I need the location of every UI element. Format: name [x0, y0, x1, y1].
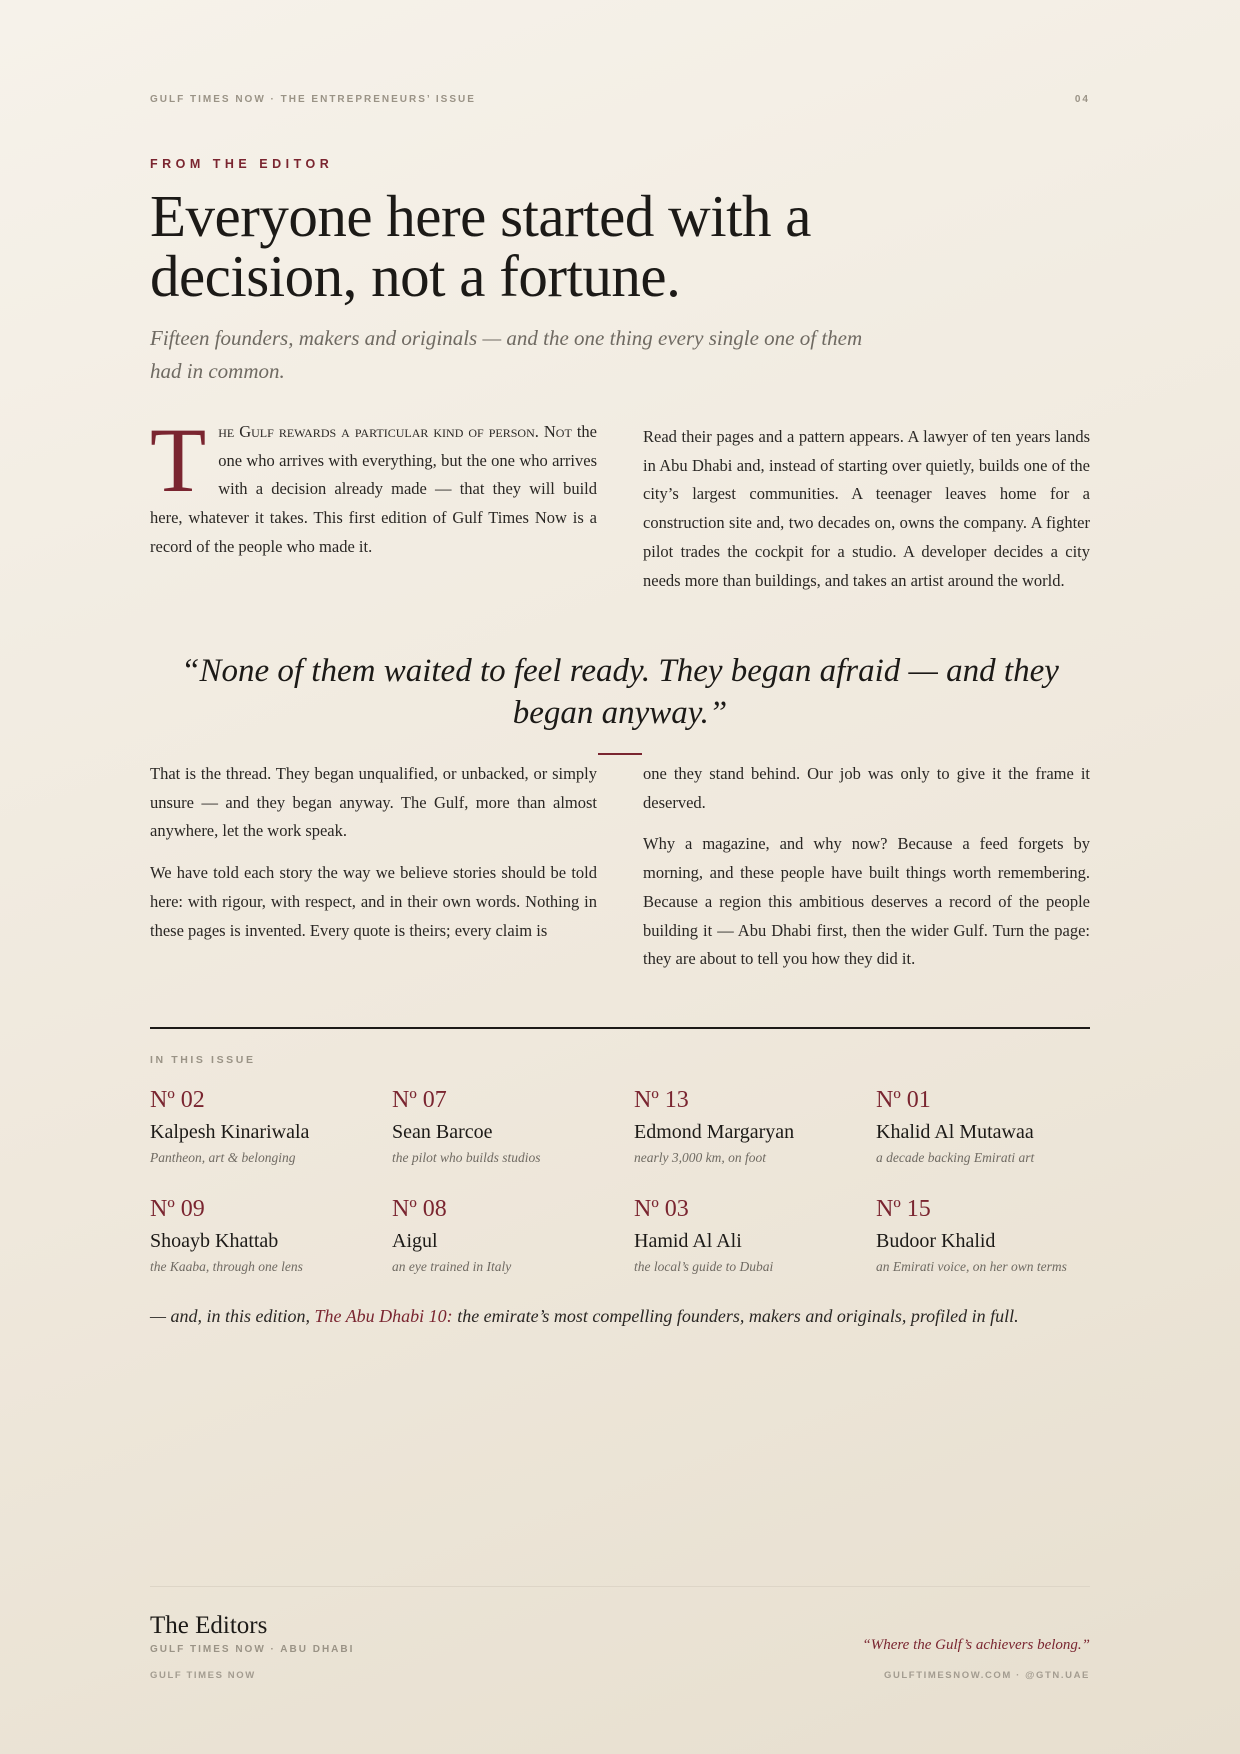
- footer-website-handle[interactable]: GULFTIMESNOW.COM · @GTN.UAE: [883, 1670, 1090, 1681]
- opening-smallcaps: he Gulf rewards a particular kind of person. Not: [218, 422, 572, 441]
- why-now-paragraph: Why a magazine, and why now? Because a feed forgets by morning, and these people have built things worth remembering. Because a region this ambitious deserves a record of the people building it — Abu Dhabi first, then the wider Gulf. Turn the page: they are about to tell you how they did it.: [643, 834, 1090, 969]
- opening-paragraph: [150, 409, 597, 562]
- entry-number: Nº 13: [634, 1087, 689, 1113]
- frame-paragraph: one they stand behind. Our job was only to give it the frame it deserved.: [643, 764, 1090, 812]
- entry-subtitle: Pantheon, art & belonging: [150, 1150, 296, 1165]
- opening-text: the one who arrives with everything, but the one who arrives with a decision already made — that they will build here, whatever it takes. This first edition of Gulf Times Now is a record of the people who made it.: [150, 422, 597, 556]
- entry-name: Khalid Al Mutawaa: [876, 1121, 1034, 1143]
- footer-publication: GULF TIMES NOW: [150, 1670, 256, 1681]
- entry-name: Budoor Khalid: [876, 1230, 996, 1252]
- in-this-issue-label: IN THIS ISSUE: [150, 1054, 256, 1066]
- contents-entry[interactable]: [876, 1086, 1090, 1167]
- footer-divider: [150, 1586, 1090, 1587]
- contents-grid: [150, 1086, 1090, 1276]
- running-head: [150, 94, 1090, 105]
- contents-entry[interactable]: [150, 1195, 392, 1276]
- contents-entry[interactable]: [634, 1086, 876, 1167]
- contents-entry[interactable]: [392, 1086, 634, 1167]
- pull-quote: “None of them waited to feel ready. They began afraid — and they began anyway.”: [181, 653, 1059, 731]
- editors-signature: The Editors: [150, 1612, 268, 1639]
- contents-entry[interactable]: [392, 1195, 634, 1276]
- drop-cap: T: [150, 409, 207, 511]
- standfirst: Fifteen founders, makers and originals — and the one thing every single one of them had in common.: [150, 326, 863, 383]
- entry-number: Nº 08: [392, 1196, 447, 1222]
- entry-subtitle: a decade backing Emirati art: [876, 1150, 1035, 1165]
- entry-name: Edmond Margaryan: [634, 1121, 795, 1143]
- contents-entry[interactable]: [876, 1195, 1090, 1276]
- closing-prefix: — and, in this edition,: [150, 1306, 315, 1326]
- page-number: 04: [1074, 94, 1090, 105]
- entry-number: Nº 15: [876, 1196, 931, 1222]
- section-divider: [150, 1027, 1090, 1029]
- body-column-right-bottom: [643, 760, 1090, 987]
- body-column-right-top: [643, 423, 1090, 608]
- entry-subtitle: the Kaaba, through one lens: [150, 1259, 303, 1274]
- closing-suffix: the emirate’s most compelling founders, makers and originals, profiled in full.: [452, 1306, 1019, 1326]
- thread-paragraph: That is the thread. They began unqualified, or unbacked, or simply unsure — and they began anyway. The Gulf, more than almost anywhere, let the work speak.: [150, 764, 597, 841]
- signature-byline: GULF TIMES NOW · ABU DHABI: [150, 1644, 355, 1655]
- editor-letter-page: [150, 0, 1090, 1754]
- entry-subtitle: an Emirati voice, on her own terms: [876, 1259, 1067, 1274]
- abu-dhabi-10-link[interactable]: The Abu Dhabi 10:: [314, 1306, 453, 1326]
- page-title: Everyone here started with a decision, not a fortune.: [150, 183, 811, 309]
- entry-number: Nº 03: [634, 1196, 689, 1222]
- closing-line: [150, 1306, 1090, 1327]
- entry-subtitle: the pilot who builds studios: [392, 1150, 541, 1165]
- body-column-left-bottom: [150, 760, 597, 958]
- entry-number: Nº 01: [876, 1087, 931, 1113]
- section-kicker: FROM THE EDITOR: [150, 157, 334, 171]
- entry-subtitle: nearly 3,000 km, on foot: [634, 1150, 766, 1165]
- publication-line: GULF TIMES NOW · THE ENTREPRENEURS’ ISSUE: [150, 94, 476, 105]
- entry-number: Nº 09: [150, 1196, 205, 1222]
- body-column-left-top: [150, 409, 597, 575]
- contents-entry[interactable]: [634, 1195, 876, 1276]
- entry-subtitle: the local’s guide to Dubai: [634, 1259, 774, 1274]
- entry-number: Nº 07: [392, 1087, 447, 1113]
- contents-entry[interactable]: [150, 1086, 392, 1167]
- entry-number: Nº 02: [150, 1087, 205, 1113]
- entry-name: Aigul: [392, 1230, 438, 1252]
- entry-name: Sean Barcoe: [392, 1121, 493, 1143]
- entry-subtitle: an eye trained in Italy: [392, 1259, 512, 1274]
- method-paragraph: We have told each story the way we believe stories should be told here: with rigour, with respect, and in their own words. Nothing in these pages is invented. Every quote is theirs; every claim is: [150, 863, 597, 940]
- entry-name: Hamid Al Ali: [634, 1230, 742, 1252]
- pull-quote-rule: [598, 753, 642, 755]
- pattern-paragraph: Read their pages and a pattern appears. A lawyer of ten years lands in Abu Dhabi and, instead of starting over quietly, builds one of the city’s largest communities. A teenager leaves home for a construction site and, two decades on, owns the company. A fighter pilot trades the cockpit for a studio. A developer decides a city needs more than buildings, and takes an artist around the world.: [643, 427, 1090, 590]
- entry-name: Shoayb Khattab: [150, 1230, 279, 1252]
- entry-name: Kalpesh Kinariwala: [150, 1121, 310, 1143]
- tagline: “Where the Gulf’s achievers belong.”: [862, 1637, 1090, 1653]
